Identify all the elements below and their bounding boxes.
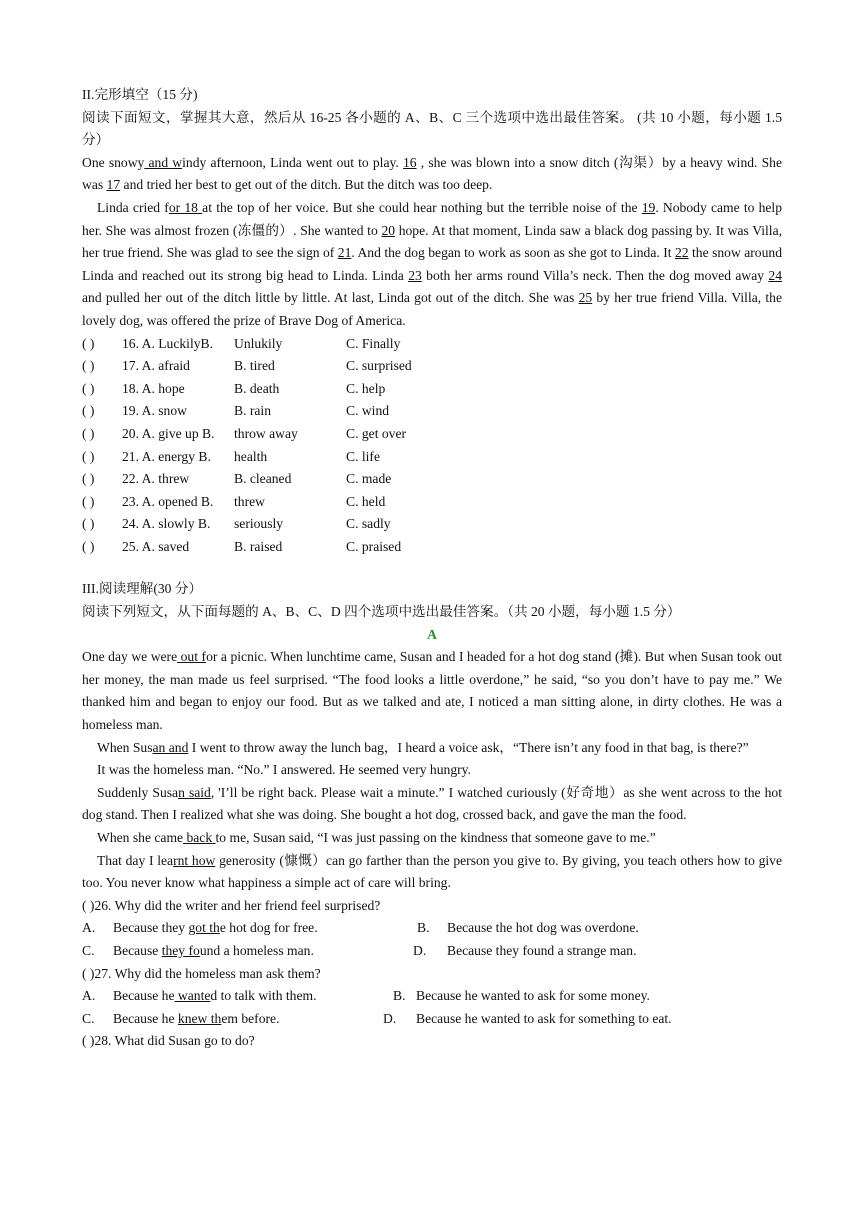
option-b: B. rain — [234, 403, 271, 419]
answer-bracket: ( ) — [82, 493, 95, 509]
blank-19: 19 — [641, 199, 656, 215]
cloze-instructions: 阅读下面短文，掌握其大意，然后从 16-25 各小题的 A、B、C 三个选项中选出最佳答案。 (共 10 小题，每小题 1.5 分） — [82, 109, 782, 148]
blank-21: 21 — [337, 245, 352, 261]
option-c: C. surprised — [346, 358, 412, 374]
option-26-b: Because the hot dog was overdone. — [447, 920, 639, 936]
option-row — [82, 400, 782, 423]
option-c: C. held — [346, 493, 386, 509]
option-row — [82, 423, 782, 446]
reading-paragraph-2: When Susan and I went to throw away the lunch bag，I heard a voice ask，“There isn’t any food in that bag, is there?” — [97, 739, 749, 755]
option-b: threw — [234, 493, 265, 509]
reading-paragraph-5: When she came back to me, Susan said, “I was just passing on the kindness that someone gave to me.” — [97, 830, 656, 845]
option-c: C. life — [346, 448, 380, 464]
option-26-a: Because they got the hot dog for free. — [113, 920, 318, 936]
cloze-paragraph-2: Linda cried for 18 at the top of her voice. But she could hear nothing but the terrible noise of the 19. Nobody came to help her. She was almost frozen (冻僵的）. She wanted to 20 hope. At that moment, Linda saw a black dog passing by. It was Villa, her true friend. She was glad to see the sign of 21. And the dog began to work as soon as she got to Linda. It 22 the snow around Linda and reached out its strong big head to Linda. Linda 23 both her arms round Villa’s neck. Then the dog moved away 24 and pulled her out of the ditch little by little. At last, Linda got out of the ditch. She was 25 by her true friend Villa. Villa, the lovely dog, was offered the prize of Brave Dog of America. — [82, 199, 783, 328]
option-row — [82, 355, 782, 378]
option-a: 21. A. energy B. — [122, 448, 211, 464]
cloze-options — [82, 333, 782, 559]
option-a: 20. A. give up B. — [122, 425, 215, 441]
option-row — [82, 513, 782, 536]
option-a: 17. A. afraid — [122, 358, 190, 374]
option-27-b: Because he wanted to ask for some money. — [416, 988, 650, 1004]
option-a: 25. A. saved — [122, 538, 190, 554]
reading-instructions: 阅读下列短文，从下面每题的 A、B、C、D 四个选项中选出最佳答案。（共 20 小题，每小题 1.5 分） — [82, 604, 681, 620]
reading-paragraph-1: One day we were out for a picnic. When lunchtime came, Susan and I headed for a hot dog stand (摊). But when Susan took out her money, the man made us feel surprised. “The food looks a little overdone,” he said, “so you don’t have to pay me.” We thanked him and began to enjoy our food. But as we talked and ate, I noticed a man sitting alone, in dirty clothes. He was a homeless man. — [82, 649, 782, 733]
answer-bracket: ( ) — [82, 380, 95, 396]
question-27-options: A. Because he wanted to talk with them. B. Because he wanted to ask for some money. — [82, 985, 782, 1008]
reading-paragraph-3: It was the homeless man. “No.” I answered. He seemed very hungry. — [97, 762, 471, 778]
option-a: 16. A. LuckilyB. — [122, 335, 214, 351]
reading-paragraph-4: Suddenly Susan said, 'I’ll be right back. Please wait a minute.” I watched curiously (好奇地）as she went across to the hot dog stand. Then I realized what she was doing. She bought a hot dog, crossed back, and gave the man the food. — [82, 784, 783, 823]
option-c: C. wind — [346, 403, 390, 419]
question-26-options-2: C. Because they found a homeless man. D. Because they found a strange man. — [82, 940, 782, 963]
blank-23: 23 — [408, 267, 422, 283]
option-b: B. cleaned — [234, 471, 292, 487]
option-c: C. sadly — [346, 516, 391, 532]
passage-label: A — [427, 626, 437, 642]
blank-16: 16 — [402, 154, 417, 170]
option-c: C. Finally — [346, 335, 401, 351]
question-27-options-2: C. Because he knew them before. D. Because he wanted to ask for something to eat. — [82, 1008, 782, 1031]
option-b: health — [234, 448, 268, 464]
option-c: C. get over — [346, 425, 407, 441]
option-a: 23. A. opened B. — [122, 493, 214, 509]
answer-bracket: ( ) — [82, 448, 95, 464]
option-c: C. made — [346, 471, 392, 487]
answer-bracket: ( ) — [82, 335, 95, 351]
answer-bracket: ( ) — [82, 471, 95, 487]
option-row — [82, 378, 782, 401]
option-row — [82, 446, 782, 469]
question-26-options: A. Because they got the hot dog for free. B. Because the hot dog was overdone. — [82, 917, 782, 940]
option-b: B. tired — [234, 358, 275, 374]
option-26-c: Because they found a homeless man. — [113, 942, 314, 958]
answer-bracket: ( ) — [82, 538, 95, 554]
question-26: ( )26. Why did the writer and her friend feel surprised? — [82, 897, 381, 913]
section-title-reading: III.阅读理解(30 分） — [82, 581, 203, 597]
question-27: ( )27. Why did the homeless man ask them? — [82, 965, 321, 981]
option-b: B. death — [234, 380, 280, 396]
option-row — [82, 468, 782, 491]
option-27-d: Because he wanted to ask for something to eat. — [416, 1010, 672, 1026]
exam-document — [82, 84, 782, 1053]
blank-18: or 18 — [168, 199, 203, 215]
answer-bracket: ( ) — [82, 403, 95, 419]
answer-bracket: ( ) — [82, 516, 95, 532]
section-title-cloze: II.完形填空（15 分) — [82, 87, 198, 102]
reading-paragraph-6: That day I learnt how generosity (慷慨）can go farther than the person you give to. By giving, you teach others how to give too. You never know what happiness a simple act of care will bring. — [82, 852, 783, 891]
blank-25: 25 — [578, 290, 593, 306]
blank-22: 22 — [674, 245, 689, 261]
option-b: seriously — [234, 516, 284, 532]
blank-17: 17 — [106, 177, 121, 193]
blank-24: 24 — [768, 267, 782, 283]
option-b: Unlukily — [234, 335, 283, 351]
option-a: 19. A. snow — [122, 403, 187, 419]
option-26-d: Because they found a strange man. — [447, 942, 637, 958]
option-c: C. praised — [346, 538, 402, 554]
option-c: C. help — [346, 380, 386, 396]
option-b: B. raised — [234, 538, 283, 554]
answer-bracket: ( ) — [82, 358, 95, 374]
option-a: 22. A. threw — [122, 471, 190, 487]
option-row — [82, 333, 782, 356]
cloze-paragraph-1: One snowy and windy afternoon, Linda went out to play. 16 , she was blown into a snow ditch (沟渠）by a heavy wind. She was 17 and tried her best to get out of the ditch. But the ditch was too deep. — [82, 154, 782, 193]
option-b: throw away — [234, 425, 298, 441]
option-27-a: Because he wanted to talk with them. — [113, 988, 317, 1004]
answer-bracket: ( ) — [82, 425, 95, 441]
option-a: 24. A. slowly B. — [122, 516, 211, 532]
blank-20: 20 — [381, 222, 396, 238]
question-28: ( )28. What did Susan go to do? — [82, 1033, 255, 1049]
option-27-c: Because he knew them before. — [113, 1010, 280, 1026]
option-row — [82, 491, 782, 514]
option-row — [82, 536, 782, 559]
option-a: 18. A. hope — [122, 380, 185, 396]
